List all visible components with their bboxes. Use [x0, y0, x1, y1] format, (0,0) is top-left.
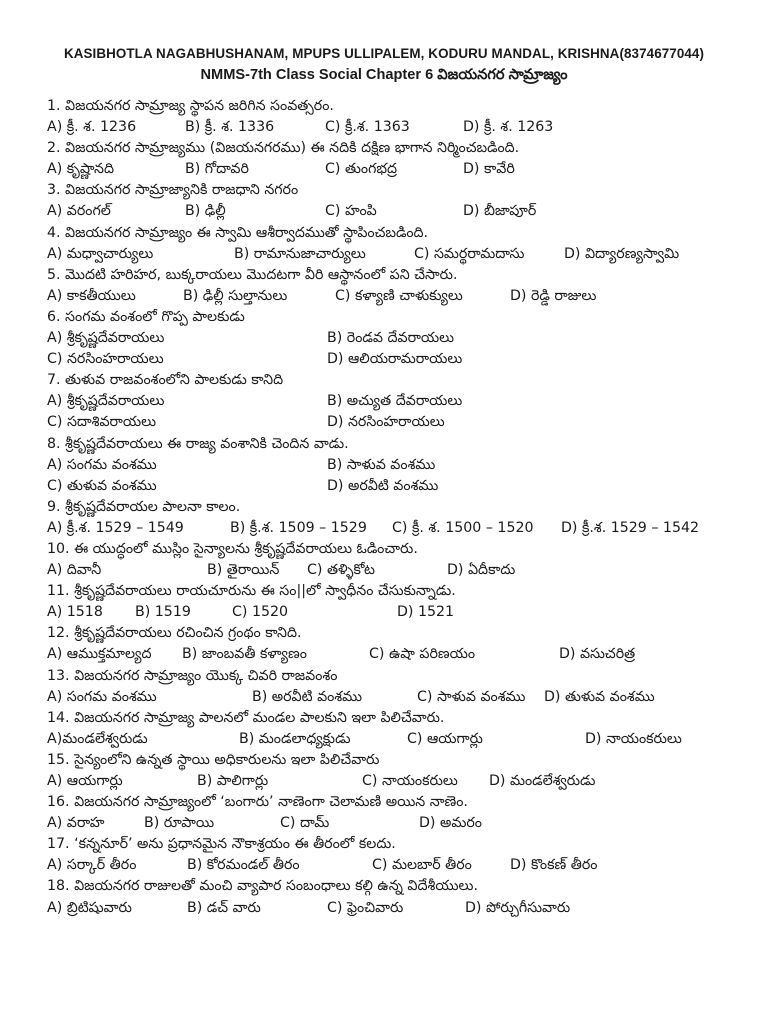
answer-option-b: B) రెండవ దేవరాయలు: [327, 330, 455, 347]
options-row: [47, 349, 747, 370]
answer-option-b: B) క్రీ.శ. 1509 – 1529: [230, 519, 367, 536]
answer-option-b: B) మండలాధ్యక్షుడు: [239, 730, 351, 747]
answer-option-c: C) కళ్యాణి చాళుక్యులు: [335, 287, 463, 304]
answer-option-a: A) ఆముక్తమాల్యద: [47, 646, 152, 663]
answer-option-d: D) క్రీ.శ. 1529 – 1542: [561, 519, 700, 536]
options-row: [47, 687, 747, 708]
answer-option-a: A) కృష్ణానది: [47, 161, 114, 178]
question-text: 13. విజయనగర సామ్రాజ్యం యొక్క చివరి రాజవంశం: [47, 667, 338, 684]
options-row: [47, 455, 747, 476]
answer-option-c: C) మలబార్ తీరం: [372, 857, 472, 874]
answer-option-d: D) బీజాపూర్: [463, 203, 537, 220]
answer-option-a: A) శ్రీకృష్ణదేవరాయలు: [47, 393, 165, 410]
answer-option-d: D) మండలేశ్వరుడు: [489, 773, 596, 789]
answer-option-c: C) దామ్: [280, 815, 330, 832]
question-text: 18. విజయనగర రాజులతో మంచి వ్యాపార సంబంధాలు కల్గి ఉన్న విదేశీయులు.: [47, 878, 478, 895]
answer-option-b: B) గోదావరి: [185, 161, 249, 178]
answer-option-a: A) శ్రీకృష్ణదేవరాయలు: [47, 330, 165, 347]
answer-option-d: D) ఏదీకాదు: [447, 562, 516, 579]
question-text: 3. విజయనగర సామ్రాజ్యానికి రాజధాని నగరం: [47, 182, 299, 199]
answer-option-b: B) పాలిగార్లు: [197, 773, 269, 789]
answer-option-d: D) వసుచరిత్ర: [559, 646, 636, 663]
answer-option-a: A) క్రీ.శ. 1529 – 1549: [47, 519, 184, 536]
answer-option-c: C) సాళువ వంశము: [417, 688, 526, 705]
answer-option-a: A) దివానీ: [47, 562, 102, 579]
answer-option-c: C) ఉషా పరిణయం: [369, 646, 476, 663]
options-row: [47, 159, 747, 180]
answer-option-d: D) పోర్చుగీసువారు: [465, 899, 571, 916]
options-row: [47, 328, 747, 349]
answer-option-c: C) 1520: [232, 604, 289, 621]
options-row: [47, 729, 747, 750]
author-line: KASIBHOTLA NAGABHUSHANAM, MPUPS ULLIPALEM, KODURU MANDAL, KRISHNA(8374677044): [63, 46, 705, 61]
options-row: [47, 391, 747, 412]
answer-option-d: D) తుళువ వంశము: [544, 688, 655, 705]
answer-option-a: A) ఆయగార్లు: [47, 773, 123, 789]
answer-option-c: C) క్రీ.శ. 1363: [325, 119, 410, 136]
answer-option-b: B) కోరమండల్ తీరం: [187, 857, 300, 874]
answer-option-b: B) రూపాయి: [144, 815, 215, 832]
answer-option-d: D) రెడ్డి రాజులు: [510, 287, 597, 304]
answer-option-c: C) తుంగభద్ర: [325, 161, 398, 178]
options-row: [47, 602, 747, 623]
answer-option-b: B) 1519: [135, 604, 191, 621]
answer-option-d: D) నాయంకరులు: [585, 730, 682, 747]
answer-option-b: B) ఢిల్లీ సుల్తానులు: [183, 287, 288, 304]
question-text: 7. తుళువ రాజవంశంలోని పాలకుడు కానిది: [47, 372, 284, 389]
answer-option-b: B) జాంబవతీ కళ్యాణం: [182, 646, 307, 663]
answer-option-d: D) అమరం: [419, 815, 482, 832]
answer-option-c: C) ఆయగార్లు: [407, 730, 483, 747]
question-text: 2. విజయనగర సామ్రాజ్యము (విజయనగరము) ఈ నదికి దక్షిణ భాగాన నిర్మించబడింది.: [47, 140, 520, 157]
answer-option-b: B) తైరాయిన్: [207, 562, 280, 579]
question-text: 15. సైన్యంలోని ఉన్నత స్థాయి అధికారులను ఇలా పిలిచేవారు: [47, 751, 380, 768]
answer-option-d: D) అరవీటి వంశము: [327, 477, 439, 494]
answer-option-a: A) బ్రిటిషువారు: [47, 899, 132, 916]
question-text: 16. విజయనగర సామ్రాజ్యంలో ‘బంగారు’ నాణెంగా చెలామణి అయిన నాణెం.: [47, 794, 468, 811]
answer-option-c: C) సదాశివరాయలు: [47, 414, 157, 431]
answer-option-c: C) తళ్ళికోట: [307, 562, 375, 579]
question-text: 17. ‘కన్ననూర్’ అను ప్రధానమైన నౌకాశ్రయం ఈ తీరంలో కలదు.: [47, 836, 396, 853]
options-row: [47, 855, 747, 876]
answer-option-a: A) మధ్వాచార్యులు: [47, 245, 154, 262]
answer-option-d: D) 1521: [397, 604, 455, 621]
answer-option-a: A) సర్కార్ తీరం: [47, 857, 137, 874]
question-text: 9. శ్రీకృష్ణదేవరాయల పాలనా కాలం.: [47, 498, 241, 515]
question-text: 11. శ్రీకృష్ణదేవరాయలు రాయచూరును ఈ సం||లో స్వాధీనం చేసుకున్నాడు.: [47, 583, 456, 600]
answer-option-d: D) ఆలియరామరాయలు: [327, 351, 463, 368]
answer-option-b: B) అరవీటి వంశము: [252, 688, 363, 705]
question-text: 5. మొదటి హరిహర, బుక్కరాయలు మొదటగా వీరి ఆస్థానంలో పని చేసారు.: [47, 266, 458, 283]
options-row: [47, 117, 747, 138]
options-row: [47, 286, 747, 307]
answer-option-a: A) సంగమ వంశము: [47, 456, 157, 473]
options-row: [47, 518, 747, 539]
answer-option-c: C) నాయంకరులు: [362, 773, 458, 789]
answer-option-a: A) సంగమ వంశము: [47, 688, 157, 705]
answer-option-d: D) కొంకణ్ తీరం: [510, 857, 598, 874]
options-row: [47, 813, 747, 834]
answer-option-d: D) నరసింహరాయలు: [327, 414, 445, 431]
options-row: [47, 898, 747, 919]
answer-option-c: C) సమర్థరామదాసు: [414, 245, 525, 262]
options-row: [47, 476, 747, 497]
question-text: 6. సంగమ వంశంలో గొప్ప పాలకుడు: [47, 308, 245, 325]
answer-option-a: A) 1518: [47, 604, 103, 621]
answer-option-a: A) వరంగల్: [47, 203, 111, 220]
answer-option-b: B) ఢిల్లీ: [185, 203, 226, 220]
answer-option-b: B) సాళువ వంశము: [327, 456, 436, 473]
question-text: 4. విజయనగర సామ్రాజ్యం ఈ స్వామి ఆశీర్వాదముతో స్థాపించబడింది.: [47, 224, 429, 241]
answer-option-c: C) తుళువ వంశము: [47, 477, 157, 494]
answer-option-c: C) క్రీ. శ. 1500 – 1520: [392, 519, 534, 536]
question-text: 1. విజయనగర సామ్రాజ్య స్థాపన జరిగిన సంవత్సరం.: [47, 98, 334, 114]
answer-option-b: B) డచ్ వారు: [187, 899, 261, 916]
answer-option-c: C) ఫ్రెంచివారు: [327, 899, 404, 916]
answer-option-b: B) అచ్యుత దేవరాయలు: [327, 393, 463, 410]
options-row: [47, 644, 747, 665]
answer-option-c: C) హంపి: [325, 203, 377, 220]
page-header: [0, 0, 768, 86]
answer-option-d: D) విద్యారణ్యస్వామి: [564, 245, 680, 262]
options-row: [47, 771, 747, 792]
answer-option-a: A)మండలేశ్వరుడు: [47, 730, 148, 747]
answer-option-a: A) క్రీ. శ. 1236: [47, 119, 137, 136]
question-text: 14. విజయనగర సామ్రాజ్య పాలనలో మండల పాలకుని ఇలా పిలిచేవారు.: [47, 709, 445, 726]
question-list: [47, 96, 747, 919]
answer-option-b: B) క్రీ. శ. 1336: [185, 119, 275, 136]
question-text: 10. ఈ యుద్ధంలో ముస్లిం సైన్యాలను శ్రీకృష్ణదేవరాయలు ఓడించారు.: [47, 540, 418, 557]
question-text: 8. శ్రీకృష్ణదేవరాయలు ఈ రాజ్య వంశానికి చెందిన వాడు.: [47, 435, 349, 452]
question-text: 12. శ్రీకృష్ణదేవరాయలు రచించిన గ్రంథం కానిది.: [47, 625, 302, 642]
answer-option-b: B) రామానుజాచార్యులు: [234, 245, 366, 262]
options-row: [47, 412, 747, 433]
options-row: [47, 560, 747, 581]
answer-option-d: D) కావేరి: [463, 161, 515, 178]
answer-option-d: D) క్రీ. శ. 1263: [463, 119, 554, 136]
answer-option-a: A) వరాహ: [47, 815, 105, 832]
answer-option-a: A) కాకతీయులు: [47, 287, 136, 304]
options-row: [47, 244, 747, 265]
options-row: [47, 201, 747, 222]
answer-option-c: C) నరసింహరాయలు: [47, 351, 164, 368]
page-title: NMMS-7th Class Social Chapter 6 విజయనగర సామ్రాజ్యం: [200, 67, 568, 83]
